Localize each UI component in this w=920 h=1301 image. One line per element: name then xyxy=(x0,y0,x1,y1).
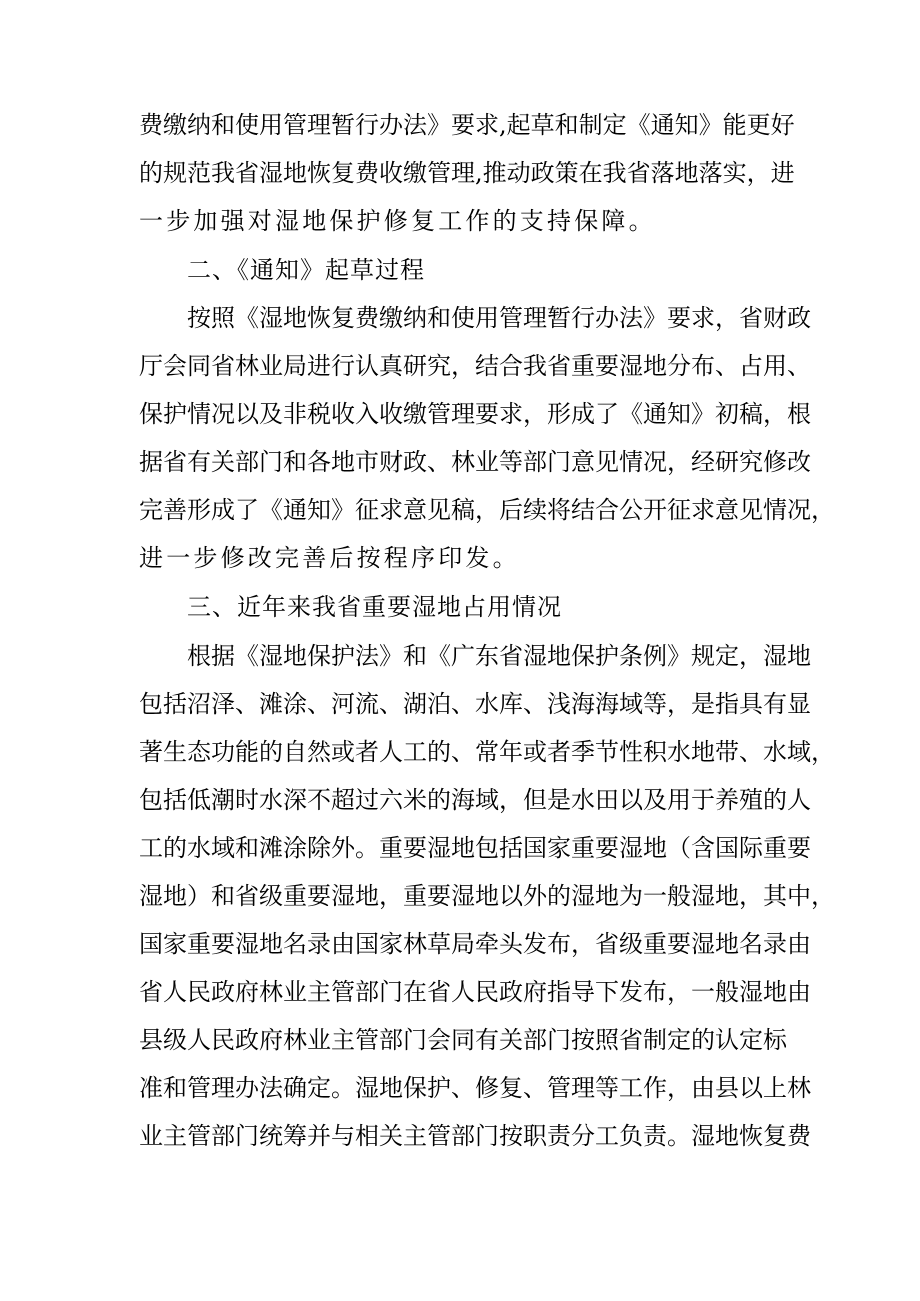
paragraph-line: 业主管部门统筹并与相关主管部门按职责分工负责。湿地恢复费 xyxy=(139,1122,811,1150)
paragraph-line: 县级人民政府林业主管部门会同有关部门按照省制定的认定标 xyxy=(139,1026,787,1054)
paragraph-line: 根据《湿地保护法》和《广东省湿地保护条例》规定，湿地 xyxy=(187,642,811,670)
section-heading: 二、《通知》起草过程 xyxy=(187,256,425,284)
paragraph-line: 省人民政府林业主管部门在省人民政府指导下发布，一般湿地由 xyxy=(139,978,811,1006)
paragraph-line: 著生态功能的自然或者人工的、常年或者季节性积水地带、水域， xyxy=(139,738,835,766)
paragraph-line: 进一步修改完善后按程序印发。 xyxy=(139,544,520,572)
paragraph-line: 包括低潮时水深不超过六米的海域，但是水田以及用于养殖的人 xyxy=(139,786,811,814)
paragraph-line: 一步加强对湿地保护修复工作的支持保障。 xyxy=(139,207,656,235)
section-heading: 三、近年来我省重要湿地占用情况 xyxy=(187,593,562,621)
paragraph-line: 按照《湿地恢复费缴纳和使用管理暂行办法》要求，省财政 xyxy=(187,304,811,332)
paragraph-line: 的规范我省湿地恢复费收缴管理,推动政策在我省落地落实，进 xyxy=(139,159,795,187)
paragraph-line: 完善形成了《通知》征求意见稿，后续将结合公开征求意见情况， xyxy=(139,496,835,524)
paragraph-line: 厅会同省林业局进行认真研究，结合我省重要湿地分布、占用、 xyxy=(139,352,811,380)
paragraph-line: 准和管理办法确定。湿地保护、修复、管理等工作，由县以上林 xyxy=(139,1074,811,1102)
paragraph-line: 费缴纳和使用管理暂行办法》要求,起草和制定《通知》能更好 xyxy=(139,111,795,139)
paragraph-line: 保护情况以及非税收入收缴管理要求，形成了《通知》初稿，根 xyxy=(139,400,811,428)
paragraph-line: 湿地）和省级重要湿地，重要湿地以外的湿地为一般湿地，其中， xyxy=(139,882,835,910)
paragraph-line: 据省有关部门和各地市财政、林业等部门意见情况，经研究修改 xyxy=(139,448,811,476)
paragraph-line: 包括沼泽、滩涂、河流、湖泊、水库、浅海海域等，是指具有显 xyxy=(139,690,811,718)
paragraph-line: 国家重要湿地名录由国家林草局牵头发布，省级重要湿地名录由 xyxy=(139,930,811,958)
paragraph-line: 工的水域和滩涂除外。重要湿地包括国家重要湿地（含国际重要 xyxy=(139,834,811,862)
